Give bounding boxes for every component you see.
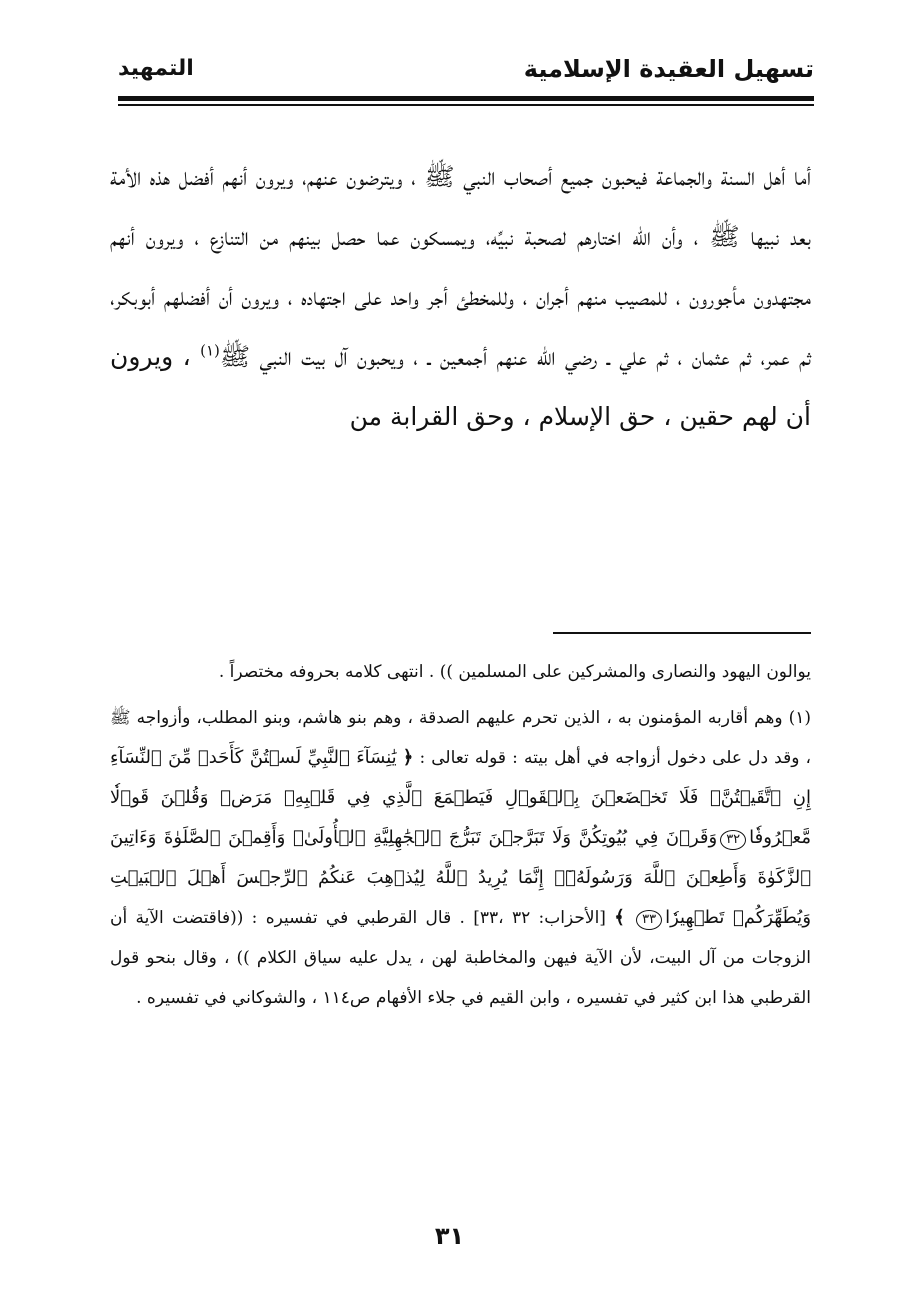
footnote-number: (١) (788, 708, 811, 728)
footnote-text-a: وهم أقاربه المؤمنون به ، الذين تحرم عليهم الصدقة ، وهم بنو هاشم، وبنو المطلب، وأزواجه ﷺ ، وقد دل على دخول أزواجه في أهل بيته : قوله تعالى : (110, 708, 812, 768)
book-title: تسهيل العقيدة الإسلامية (523, 55, 814, 83)
ayah-number-marker: ٣٢ (720, 830, 746, 850)
header-rule-thin (118, 104, 814, 106)
quran-bracket-open: ﴿ (402, 747, 414, 768)
chapter-title: التمهيد (118, 56, 194, 81)
footnote-separator (553, 632, 811, 634)
quran-verse-a: يَٰنِسَآءَ ٱلنَّبِيِّ لَسۡتُنَّ كَأَحَدٖ مِّنَ ٱلنِّسَآءِ إِنِ ٱتَّقَيۡتُنَّۚ فَلَا تَخۡضَعۡنَ بِٱلۡقَوۡلِ فَيَطۡمَعَ ٱلَّذِي فِي قَلۡبِهِۦ مَرَضٞ وَقُلۡنَ قَوۡلٗا مَّعۡرُوفٗا (110, 747, 811, 848)
running-header (118, 52, 814, 92)
footnotes (110, 652, 811, 1018)
footnote-continuation: يوالون اليهود والنصارى والمشركين على المسلمين )) . انتهى كلامه بحروفه مختصراً . (218, 662, 811, 682)
header-rule-thick (118, 96, 814, 101)
footnote-reference[interactable]: (١) (200, 341, 220, 360)
footnote-text-b: [الأحزاب: ٣٢ ،٣٣] . قال القرطبي في تفسيره : ((فاقتضت الآية أن الزوجات من آل البيت، لأن الآية فيهن والمخاطبة لهن ، يدل عليه سياق الكلام )) ، وقال بنحو قول القرطبي هذا ابن كثير في تفسيره ، وابن القيم في جلاء الأفهام ص١١٤ ، والشوكاني في تفسيره . (110, 908, 811, 1008)
footnote-1 (110, 698, 811, 1018)
quran-bracket-close: ﴾ (614, 907, 625, 928)
main-paragraph-end: ، ويرون أن لهم حقين ، حق الإسلام ، وحق القرابة من (110, 342, 811, 431)
main-paragraph-text: أما أهل السنة والجماعة فيحبون جميع أصحاب النبي ﷺ ، ويترضون عنهم، ويرون أنهم أفضل هذه الأمة بعد نبيها ﷺ ، وأن الله اختارهم لصحبة نبيِّه، ويمسكون عما حصل بينهم من التنازع ، ويرون أنهم مجتهدون مأجورون ، للمصيب منهم أجران ، وللمخطئ أجر واحد على اجتهاده ، ويرون أن أفضلهم أبوبكر، ثم عمر، ثم عثمان ، ثم علي ـ رضي الله عنهم أجمعين ـ ، ويحبون آل بيت النبي ﷺ (110, 162, 811, 371)
quran-verse-b: وَقَرۡنَ فِي بُيُوتِكُنَّ وَلَا تَبَرَّجۡنَ تَبَرُّجَ ٱلۡجَٰهِلِيَّةِ ٱلۡأُولَىٰۖ وَأَقِمۡنَ ٱلصَّلَوٰةَ وَءَاتِينَ ٱلزَّكَوٰةَ وَأَطِعۡنَ ٱللَّهَ وَرَسُولَهُۥٓۚ إِنَّمَا يُرِيدُ ٱللَّهُ لِيُذۡهِبَ عَنكُمُ ٱلرِّجۡسَ أَهۡلَ ٱلۡبَيۡتِ وَيُطَهِّرَكُمۡ تَطۡهِيرٗا (110, 827, 812, 928)
ayah-number-marker: ٣٣ (636, 910, 662, 930)
main-text (110, 147, 811, 447)
main-paragraph (110, 147, 811, 447)
page-number: ٣١ (434, 1222, 465, 1250)
